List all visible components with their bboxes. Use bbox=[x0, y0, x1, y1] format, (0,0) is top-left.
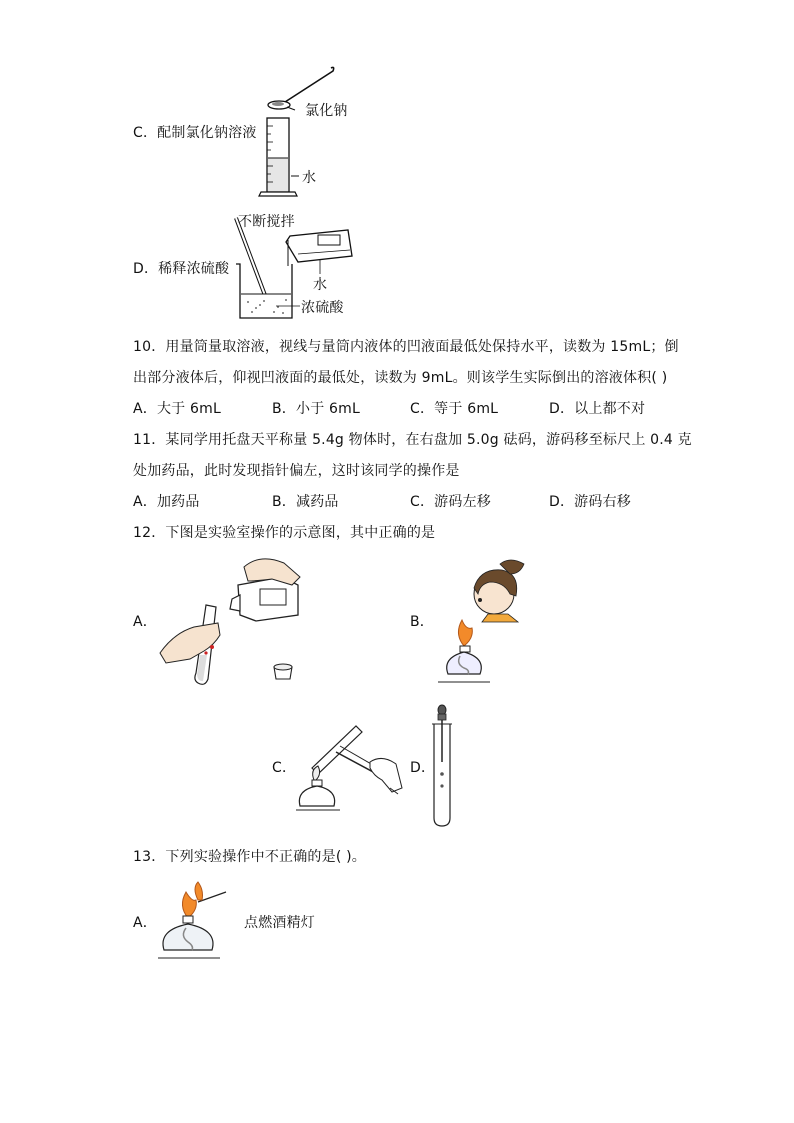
annotation-stir: 不断搅拌 bbox=[238, 214, 295, 230]
annotation-conc-acid: 浓硫酸 bbox=[301, 300, 344, 316]
q10-option-c: C．等于 6mL bbox=[410, 401, 499, 417]
q10-option-a: A．大于 6mL bbox=[133, 401, 221, 417]
q13-stem: 13．下列实验操作中不正确的是( )。 bbox=[133, 849, 366, 865]
q12-label-b: B． bbox=[410, 614, 435, 630]
annotation-water-d: 水 bbox=[313, 277, 328, 293]
q12-stem: 12．下图是实验室操作的示意图，其中正确的是 bbox=[133, 525, 436, 541]
q12-label-c: C． bbox=[272, 760, 297, 776]
q11-option-d: D．游码右移 bbox=[549, 494, 631, 510]
heating-tube-figure bbox=[296, 718, 406, 818]
q11-stem-line2: 处加药品，此时发现指针偏左，这时该同学的操作是 bbox=[133, 463, 460, 479]
q11-option-c: C．游码左移 bbox=[410, 494, 491, 510]
dropper-tube-figure bbox=[430, 704, 454, 828]
q13-option-a-text: 点燃酒精灯 bbox=[244, 915, 315, 931]
annotation-salt: 氯化钠 bbox=[305, 103, 348, 119]
blowing-lamp-figure bbox=[434, 554, 532, 690]
q11-stem-line1: 11．某同学用托盘天平称量 5.4g 物体时，在右盘加 5.0g 砝码，游码移至标尺上 0.4 克 bbox=[133, 432, 692, 448]
annotation-water: 水 bbox=[302, 170, 317, 186]
q12-label-d: D． bbox=[410, 760, 436, 776]
q9-option-d-label: D．稀释浓硫酸 bbox=[133, 261, 230, 277]
q11-option-a: A．加药品 bbox=[133, 494, 200, 510]
q10-stem-line2: 出部分液体后，仰视凹液面的最低处，读数为 9mL。则该学生实际倒出的溶液体积( ) bbox=[133, 370, 668, 386]
q10-option-d: D．以上都不对 bbox=[549, 401, 646, 417]
q13-label-a: A． bbox=[133, 915, 157, 931]
lighting-lamp-figure bbox=[158, 880, 230, 970]
pouring-liquid-figure bbox=[160, 555, 305, 690]
q12-label-a: A． bbox=[133, 614, 157, 630]
q11-option-b: B．减药品 bbox=[272, 494, 339, 510]
q10-stem-line1: 10．用量筒量取溶液，视线与量筒内液体的凹液面最低处保持水平，读数为 15mL；倒 bbox=[133, 339, 679, 355]
q10-option-b: B．小于 6mL bbox=[272, 401, 360, 417]
q9-option-c-label: C．配制氯化钠溶液 bbox=[133, 125, 257, 141]
